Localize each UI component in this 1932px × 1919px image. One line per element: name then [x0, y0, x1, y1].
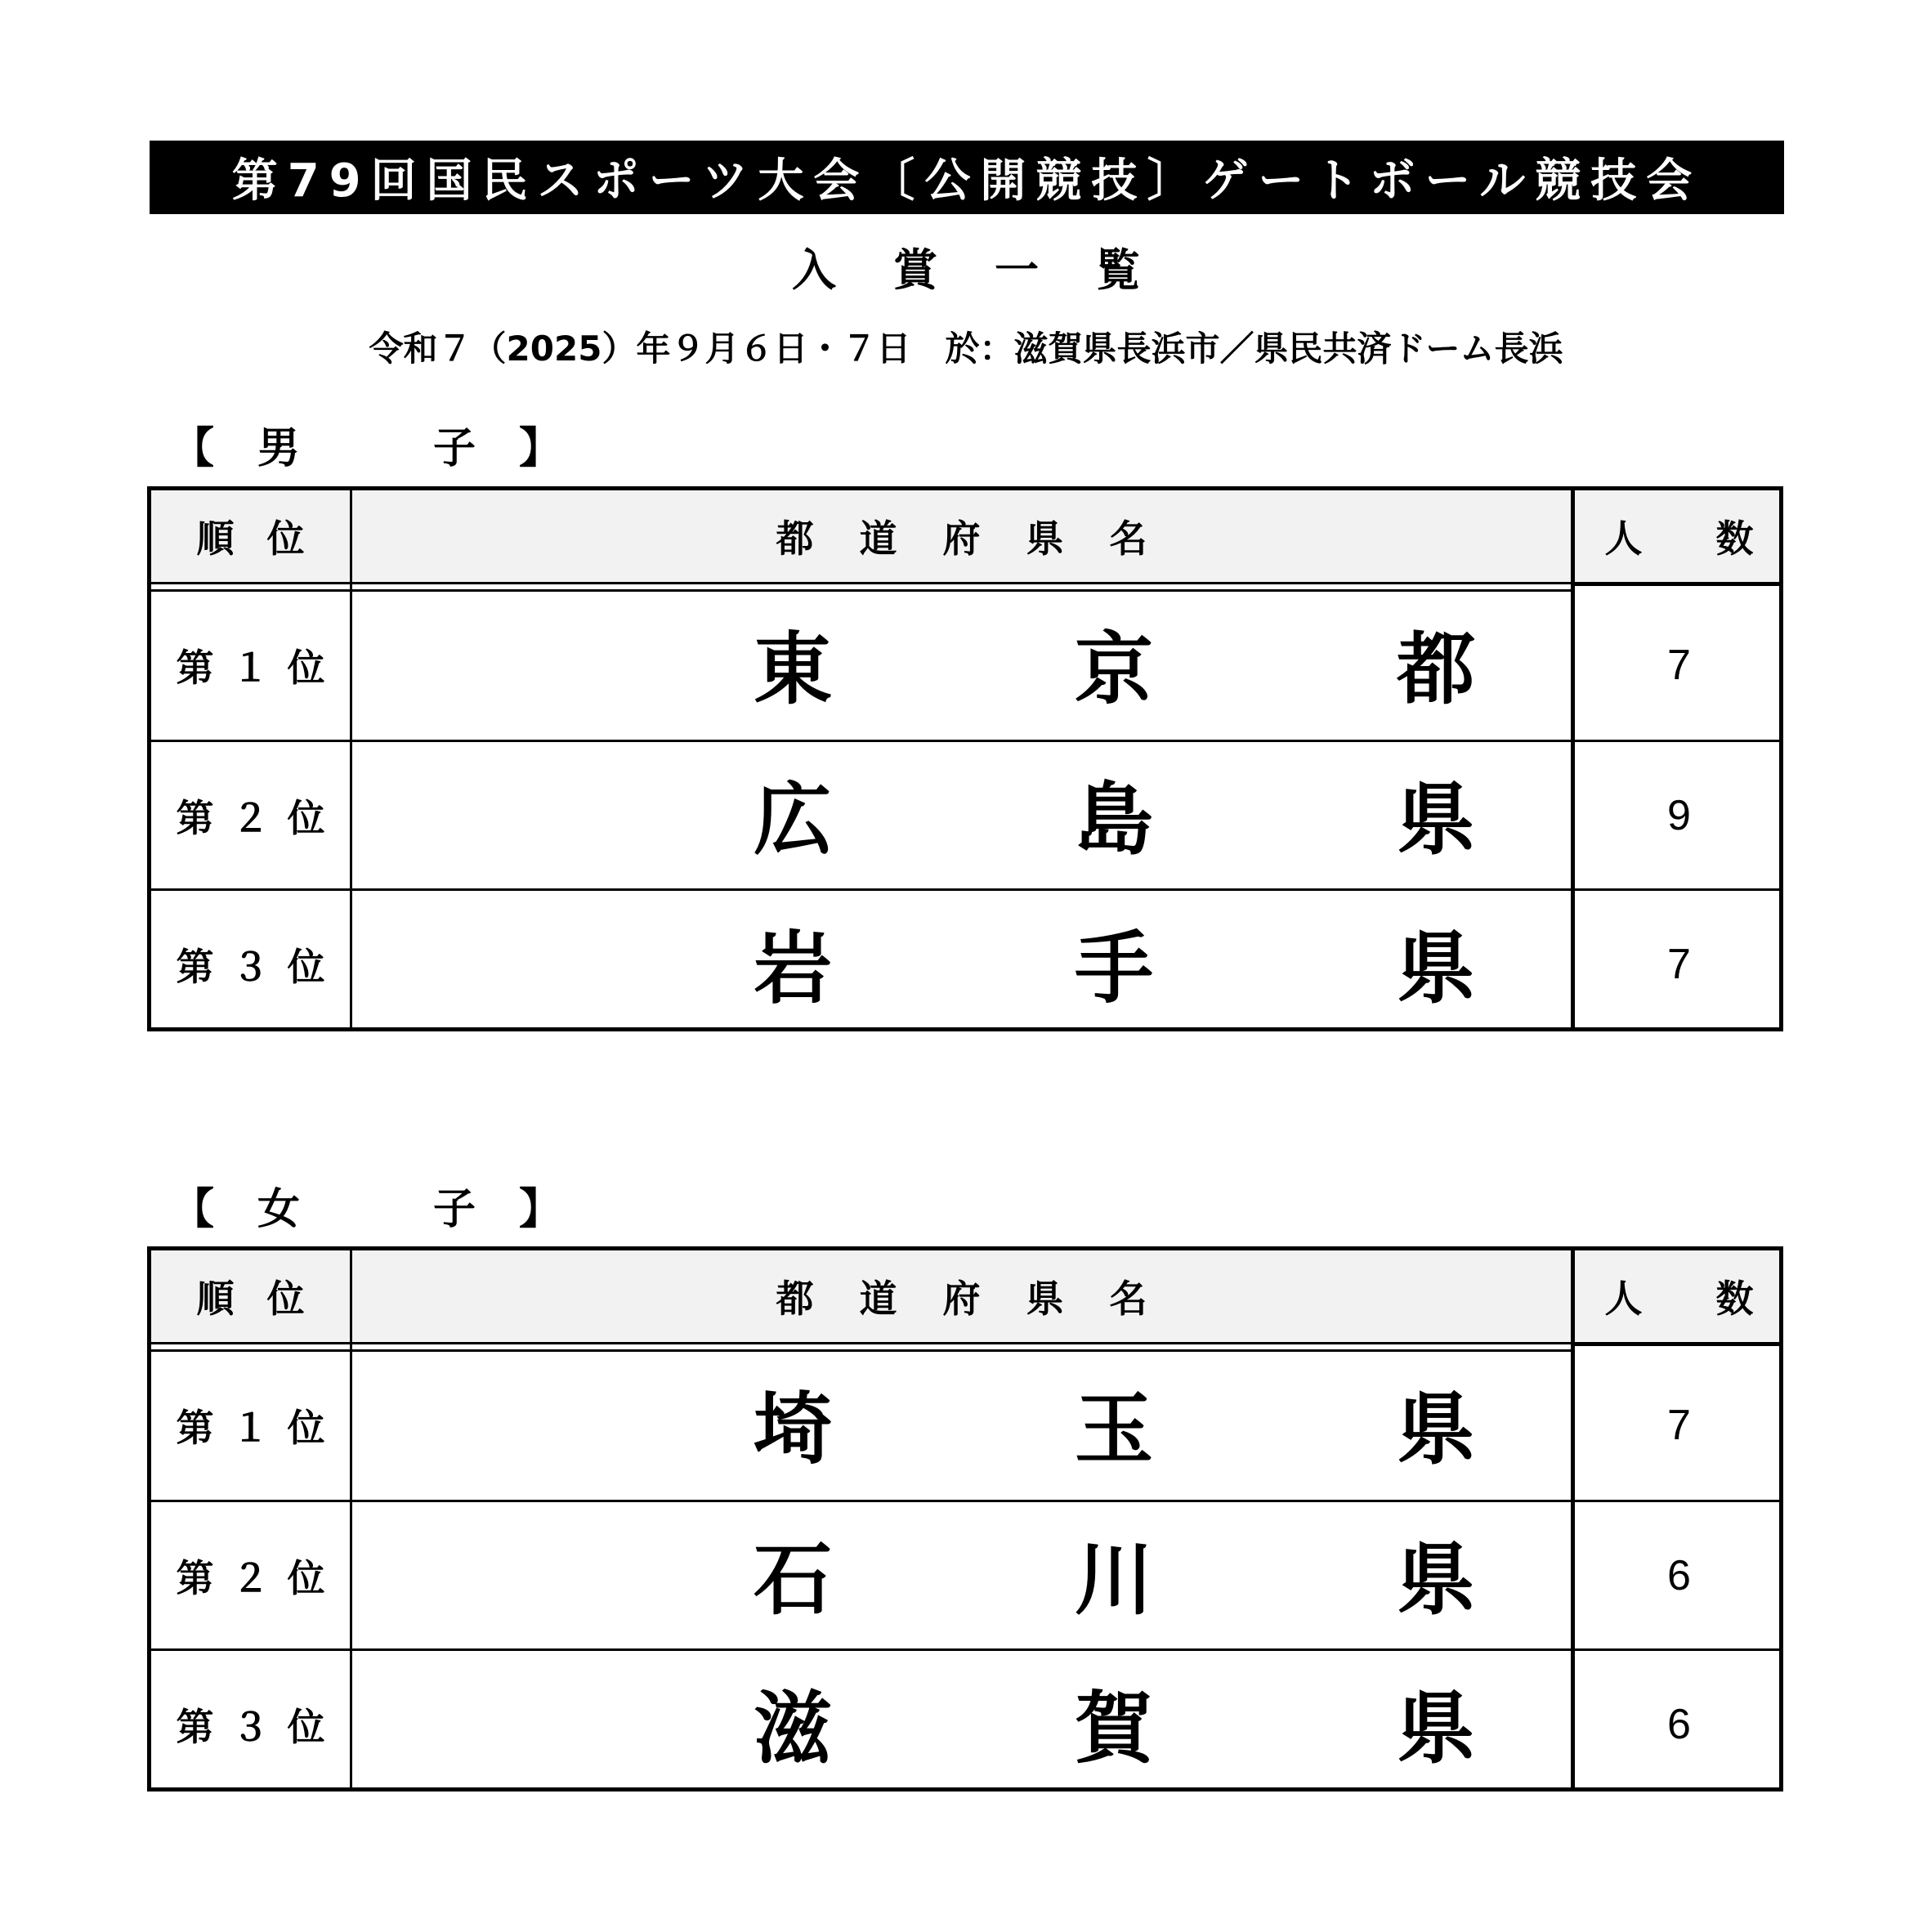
table-row [151, 592, 1779, 739]
column-divider [350, 490, 352, 1027]
section-label-char: 子 [433, 1185, 476, 1234]
count-cell: 7 [1667, 941, 1691, 988]
header-divider [151, 1342, 1571, 1352]
document-title: 第79回国民スポーツ大会〔公開競技〕ゲートボール競技会 [150, 141, 1784, 214]
table-row [151, 1500, 1779, 1649]
prefecture-char: 岩 [754, 922, 832, 1014]
rank-cell: 第３位 [176, 1705, 343, 1749]
prefecture-char: 手 [1075, 922, 1153, 1014]
prefecture-char: 玉 [1075, 1383, 1153, 1475]
column-header-rank: 順位 [196, 517, 338, 561]
rank-cell: 第３位 [176, 945, 343, 989]
column-divider [1571, 1250, 1575, 1787]
bracket-close: 】 [519, 424, 562, 473]
count-cell: 6 [1667, 1701, 1691, 1748]
rank-cell: 第１位 [176, 1406, 343, 1450]
bracket-open: 【 [172, 424, 215, 473]
column-header-count: 人数 [1604, 517, 1827, 561]
count-cell: 9 [1667, 792, 1691, 839]
count-cell: 6 [1667, 1552, 1691, 1599]
count-cell: 7 [1667, 642, 1691, 689]
section-label-char: 男 [257, 424, 301, 473]
event-dateline: 令和７（2025）年９月６日・７日 於：滋賀県長浜市／県民共済ドーム長浜 [369, 329, 1563, 369]
section-label-men [172, 414, 561, 475]
section-label-char: 女 [257, 1185, 301, 1234]
column-header-prefecture: 都道府県名 [776, 1277, 1193, 1321]
prefecture-char: 都 [1397, 623, 1475, 715]
prefecture-cell [352, 891, 1571, 1038]
table-row [151, 740, 1779, 889]
column-header-count: 人数 [1604, 1277, 1827, 1321]
column-divider [1571, 490, 1575, 1027]
bracket-open: 【 [172, 1185, 215, 1234]
rank-cell: 第２位 [176, 1556, 343, 1600]
rank-cell: 第１位 [176, 646, 343, 690]
column-divider [350, 1250, 352, 1787]
table-row [151, 1648, 1779, 1798]
prefecture-char: 石 [754, 1533, 832, 1626]
table-row [151, 888, 1779, 1038]
prefecture-char: 川 [1075, 1533, 1153, 1626]
prefecture-char: 県 [1397, 1533, 1475, 1626]
prefecture-cell [352, 592, 1571, 739]
section-label-char: 子 [433, 424, 476, 473]
prefecture-char: 県 [1397, 1383, 1475, 1475]
prefecture-char: 東 [754, 623, 832, 715]
prefecture-char: 島 [1075, 773, 1153, 866]
count-cell: 7 [1667, 1402, 1691, 1449]
column-header-rank: 順位 [196, 1277, 338, 1321]
prefecture-cell [352, 1352, 1571, 1499]
column-header-prefecture: 都道府県名 [776, 517, 1193, 561]
table-header [151, 490, 1827, 582]
prefecture-cell [352, 1502, 1571, 1649]
prefecture-char: 京 [1075, 623, 1153, 715]
table-header [151, 1250, 1827, 1342]
rank-cell: 第２位 [176, 796, 343, 840]
bracket-close: 】 [519, 1185, 562, 1234]
table-row [151, 1352, 1779, 1499]
prefecture-char: 県 [1397, 773, 1475, 866]
section-label-women [172, 1174, 561, 1236]
prefecture-char: 広 [754, 773, 832, 866]
prefecture-char: 賀 [1075, 1682, 1153, 1774]
document-subtitle: 入賞一覧 [792, 244, 1197, 296]
results-table-men [147, 486, 1827, 1031]
prefecture-char: 滋 [754, 1682, 832, 1774]
prefecture-cell [352, 742, 1571, 889]
prefecture-char: 埼 [754, 1383, 832, 1475]
header-divider [151, 582, 1571, 592]
results-table-women [147, 1246, 1827, 1792]
prefecture-char: 県 [1397, 1682, 1475, 1774]
prefecture-cell [352, 1651, 1571, 1798]
prefecture-char: 県 [1397, 922, 1475, 1014]
